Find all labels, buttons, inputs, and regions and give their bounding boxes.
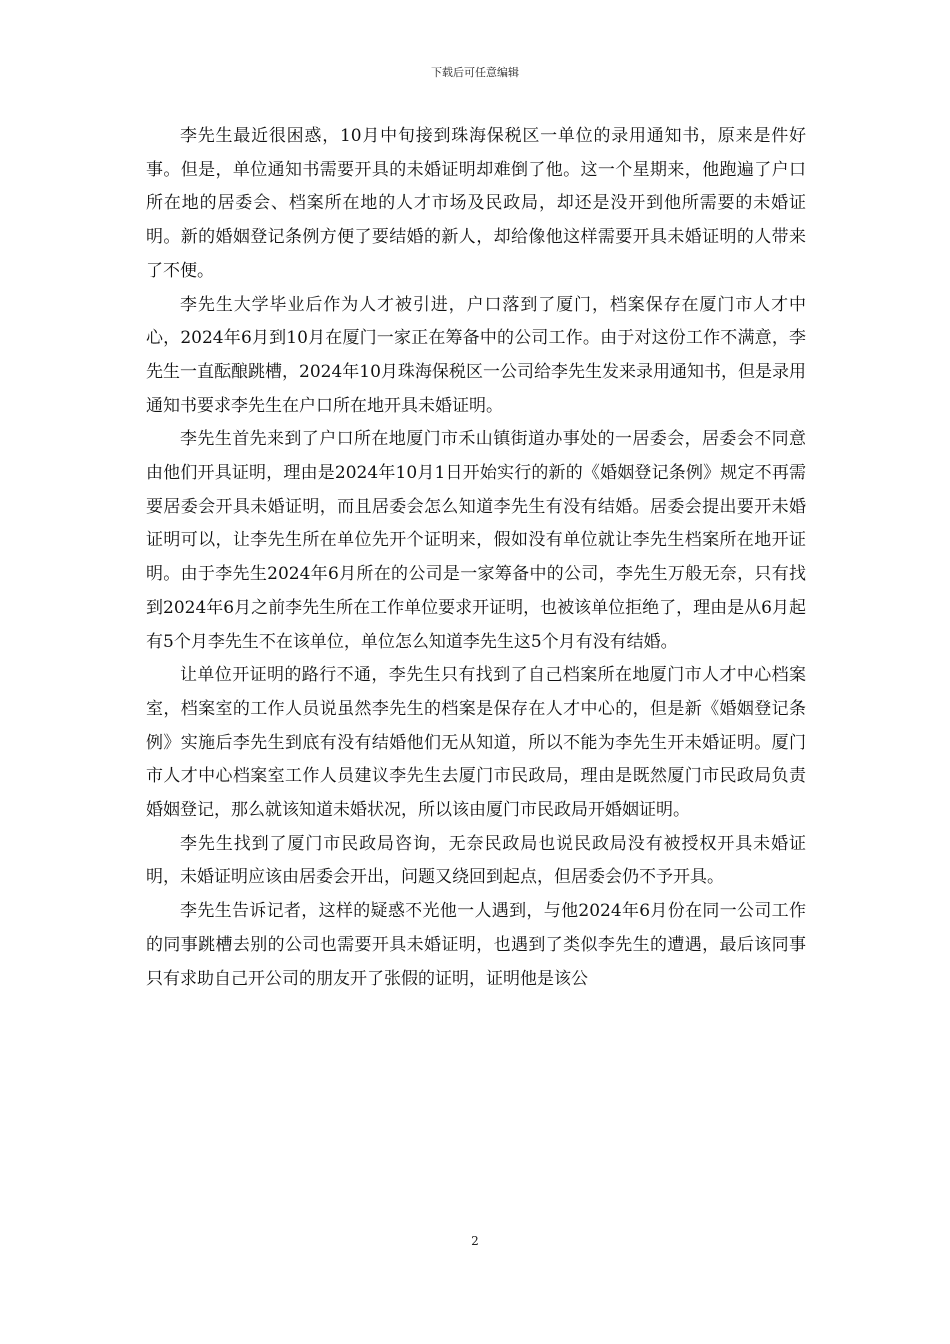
document-body xyxy=(146,120,806,996)
paragraph: 李先生告诉记者，这样的疑惑不光他一人遇到，与他2024年6月份在同一公司工作的同事跳槽去别的公司也需要开具未婚证明，也遇到了类似李先生的遭遇，最后该同事只有求助自己开公司的朋友开了张假的证明，证明他是该公 xyxy=(146,901,806,989)
paragraph: 李先生大学毕业后作为人才被引进，户口落到了厦门，档案保存在厦门市人才中心，2024年6月到10月在厦门一家正在筹备中的公司工作。由于对这份工作不满意，李先生一直酝酿跳槽，2024年10月珠海保税区一公司给李先生发来录用通知书，但是录用通知书要求李先生在户口所在地开具未婚证明。 xyxy=(146,294,806,416)
paragraph: 李先生最近很困惑，10月中旬接到珠海保税区一单位的录用通知书，原来是件好事。但是，单位通知书需要开具的未婚证明却难倒了他。这一个星期来，他跑遍了户口所在地的居委会、档案所在地的人才市场及民政局，却还是没开到他所需要的未婚证明。新的婚姻登记条例方便了要结婚的新人，却给像他这样需要开具未婚证明的人带来了不便。 xyxy=(146,126,806,281)
page-header: 下载后可任意编辑 xyxy=(431,66,519,79)
paragraph: 李先生找到了厦门市民政局咨询，无奈民政局也说民政局没有被授权开具未婚证明，未婚证明应该由居委会开出，问题又绕回到起点，但居委会仍不予开具。 xyxy=(146,833,806,888)
paragraph: 李先生首先来到了户口所在地厦门市禾山镇街道办事处的一居委会，居委会不同意由他们开具证明，理由是2024年10月1日开始实行的新的《婚姻登记条例》规定不再需要居委会开具未婚证明，而且居委会怎么知道李先生有没有结婚。居委会提出要开未婚证明可以，让李先生所在单位先开个证明来，假如没有单位就让李先生档案所在地开证明。由于李先生2024年6月所在的公司是一家筹备中的公司，李先生万般无奈，只有找到2024年6月之前李先生所在工作单位要求开证明，也被该单位拒绝了，理由是从6月起有5个月李先生不在该单位，单位怎么知道李先生这5个月有没有结婚。 xyxy=(146,429,806,652)
page-number: 2 xyxy=(471,1234,479,1248)
paragraph: 让单位开证明的路行不通，李先生只有找到了自己档案所在地厦门市人才中心档案室，档案室的工作人员说虽然李先生的档案是保存在人才中心的，但是新《婚姻登记条例》实施后李先生到底有没有结婚他们无从知道，所以不能为李先生开未婚证明。厦门市人才中心档案室工作人员建议李先生去厦门市民政局，理由是既然厦门市民政局负责婚姻登记，那么就该知道未婚状况，所以该由厦门市民政局开婚姻证明。 xyxy=(146,665,806,821)
